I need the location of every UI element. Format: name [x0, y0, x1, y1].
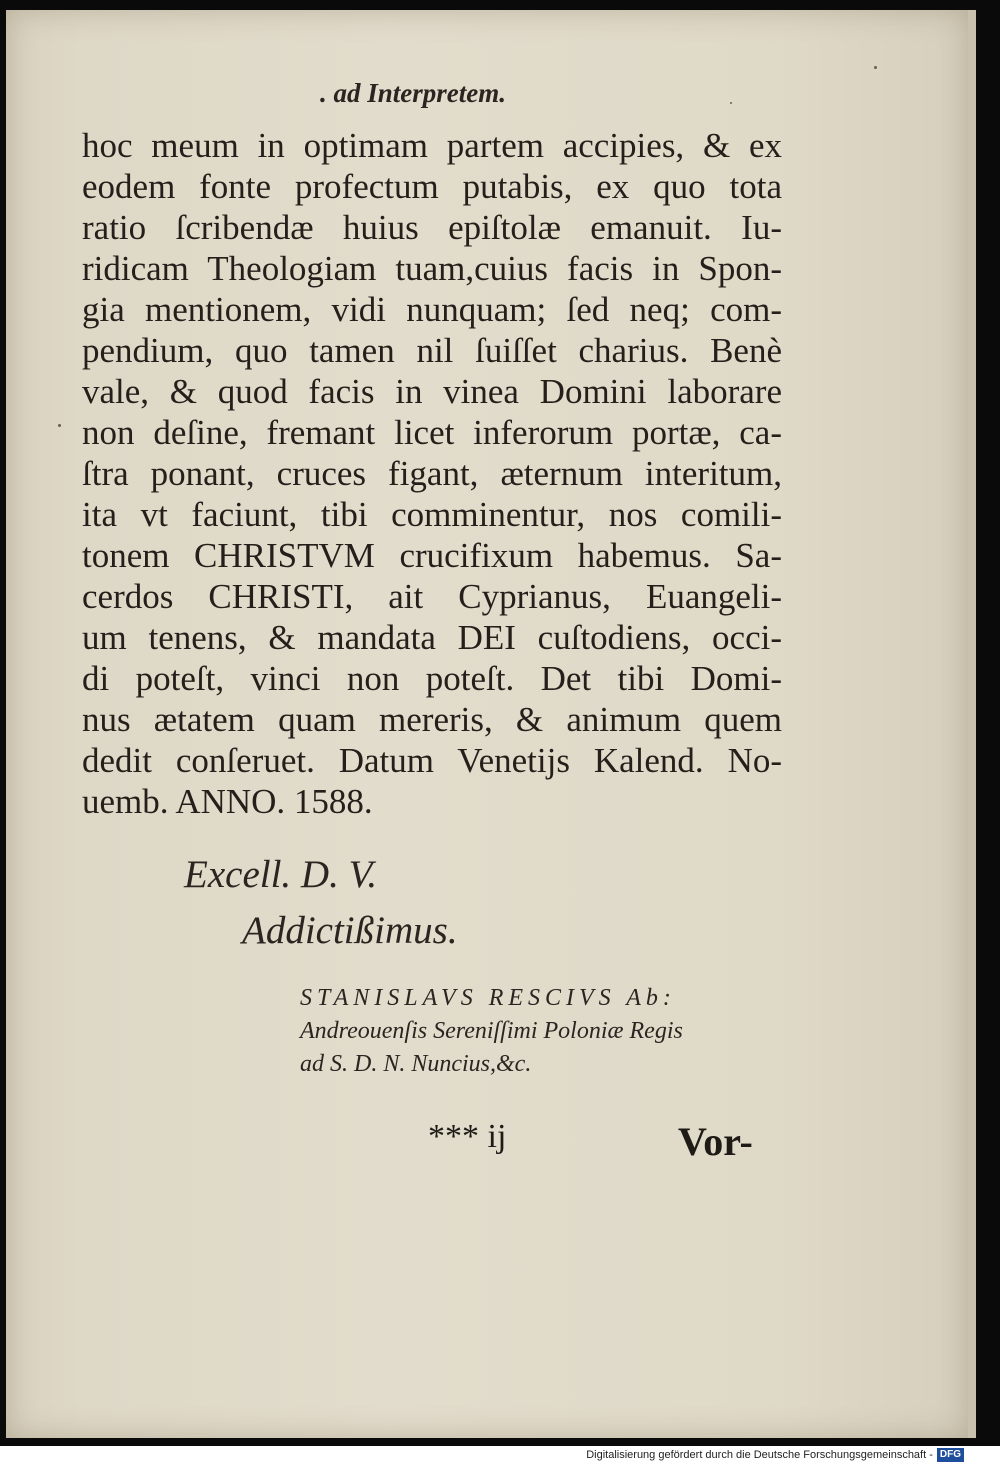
body-line: cerdos CHRISTI, ait Cyprianus, Euangeli- [82, 577, 782, 616]
body-line: pendium, quo tamen nil ſuiſſet charius. Benè [82, 331, 782, 370]
closing-salutation: Excell. D. V. [184, 853, 378, 896]
paper-speck [58, 424, 61, 427]
signature-mark: *** ij [428, 1118, 507, 1155]
body-line: ita vt faciunt, tibi comminentur, nos comili- [82, 495, 782, 534]
body-line: nus ætatem quam mereris, & animum quem [82, 700, 782, 739]
page-edge [968, 10, 976, 1438]
body-line: ridicam Theologiam tuam,cuius facis in Spon- [82, 249, 782, 288]
footer-credit [586, 1447, 964, 1463]
catchword: Vor- [678, 1119, 753, 1164]
running-head: . ad Interpretem. [320, 78, 506, 108]
signature-block [300, 982, 780, 1081]
body-line: ratio ſcribendæ huius epiſtolæ emanuit. Iu- [82, 208, 782, 247]
body-line: non deſine, fremant licet inferorum portæ, ca- [82, 413, 782, 452]
body-line: hoc meum in optimam partem accipies, & ex [82, 126, 782, 165]
signature-name: STANISLAVS RESCIVS Ab: [300, 985, 676, 1011]
dfg-logo-icon: DFG [937, 1448, 964, 1462]
body-line: um tenens, & mandata DEI cuſtodiens, occi- [82, 618, 782, 657]
footer-text: Digitalisierung gefördert durch die Deutsche Forschungsgemeinschaft - [586, 1449, 933, 1461]
signature-title: Andreouenſis Sereniſſimi Poloniæ Regis [300, 1018, 683, 1044]
body-line: gia mentionem, vidi nunquam; ſed neq; com- [82, 290, 782, 329]
paper-speck [730, 102, 732, 104]
body-line: dedit conſeruet. Datum Venetijs Kalend. No- [82, 741, 782, 780]
closing-addictissimus: Addictißimus. [242, 909, 458, 952]
body-line: di poteſt, vinci non poteſt. Det tibi Domi- [82, 659, 782, 698]
body-line: ſtra ponant, cruces figant, æternum interitum, [82, 454, 782, 493]
body-line: tonem CHRISTVM crucifixum habemus. Sa- [82, 536, 782, 575]
body-line: eodem fonte profectum putabis, ex quo tota [82, 167, 782, 206]
signature-office: ad S. D. N. Nuncius,&c. [300, 1051, 532, 1077]
paper-speck [874, 66, 877, 69]
body-line: vale, & quod facis in vinea Domini laborare [82, 372, 782, 411]
letter-body [82, 125, 782, 822]
body-line: uemb. ANNO. 1588. [82, 782, 373, 821]
